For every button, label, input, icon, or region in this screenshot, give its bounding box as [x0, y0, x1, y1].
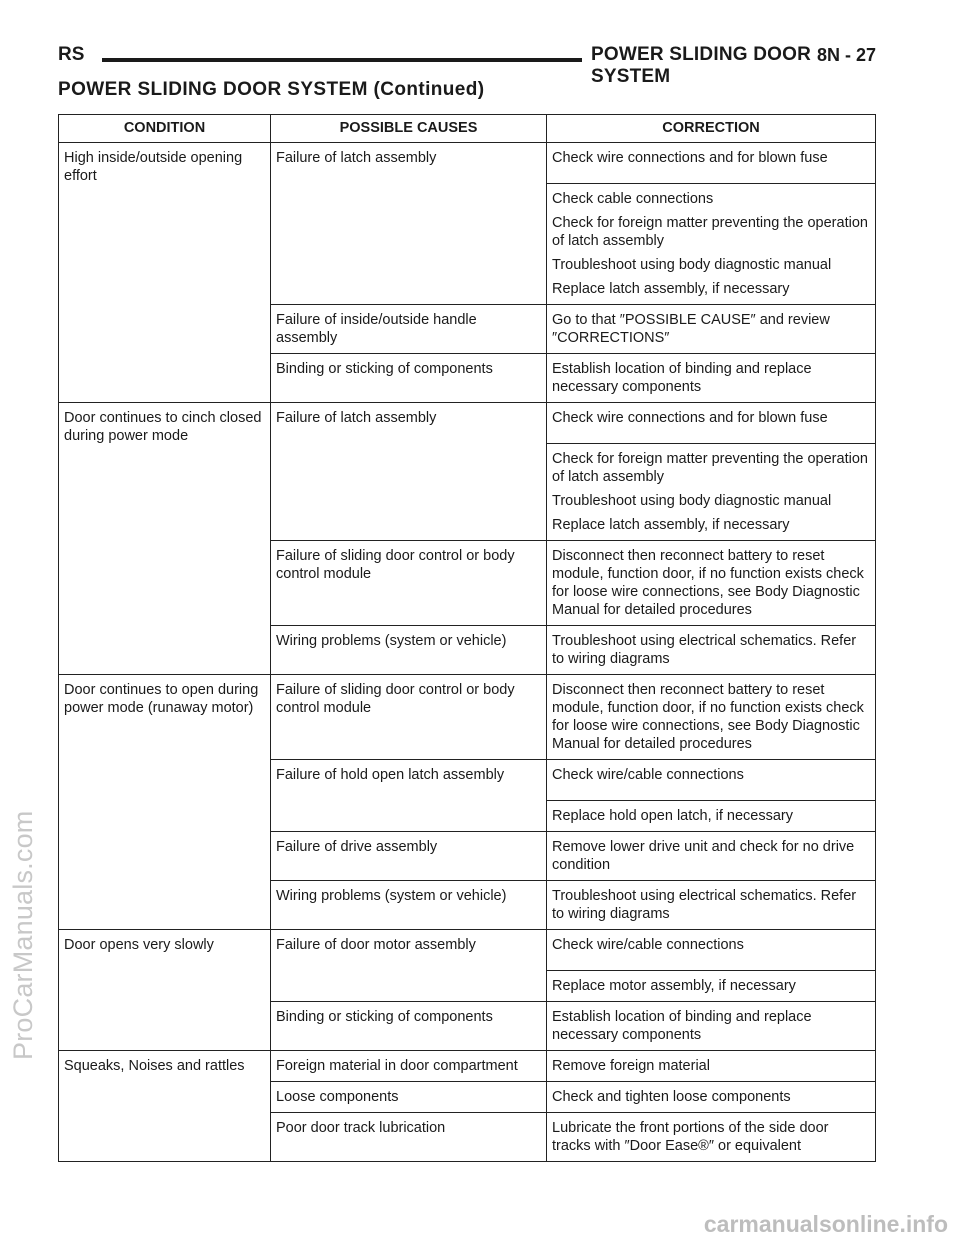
correction-cell	[547, 881, 876, 930]
correction-cell	[547, 1082, 876, 1113]
page-subtitle: POWER SLIDING DOOR SYSTEM (Continued)	[58, 79, 485, 100]
correction-item: Check wire connections and for blown fuse	[552, 150, 828, 166]
correction-cell	[547, 403, 876, 541]
correction-item: Establish location of binding and replace necessary components	[552, 1009, 812, 1043]
correction-cell	[547, 626, 876, 675]
correction-item: Check for foreign matter preventing the operation of latch assembly	[552, 215, 868, 249]
table-row	[59, 930, 876, 1002]
cause-cell: Wiring problems (system or vehicle)	[271, 881, 547, 930]
correction-item: Remove foreign material	[552, 1058, 710, 1074]
cause-cell: Failure of inside/outside handle assembly	[271, 305, 547, 354]
correction-item: Replace motor assembly, if necessary	[547, 970, 875, 1001]
cause-cell: Foreign material in door compartment	[271, 1051, 547, 1082]
correction-item: Lubricate the front portions of the side door tracks with ″Door Ease®″ or equivalent	[552, 1120, 829, 1154]
troubleshooting-table	[58, 114, 876, 1162]
cause-cell: Loose components	[271, 1082, 547, 1113]
correction-item: Check for foreign matter preventing the operation of latch assembly	[547, 443, 875, 486]
table-row	[59, 1051, 876, 1082]
correction-cell	[547, 675, 876, 760]
condition-cell: High inside/outside opening effort	[59, 143, 271, 403]
correction-cell	[547, 1002, 876, 1051]
correction-item: Check wire/cable connections	[552, 937, 744, 953]
correction-item: Check wire/cable connections	[552, 767, 744, 783]
correction-item: Replace latch assembly, if necessary	[552, 281, 790, 297]
correction-item: Troubleshoot using electrical schematics. Refer to wiring diagrams	[552, 888, 857, 922]
correction-item: Check wire connections and for blown fuse	[552, 410, 828, 426]
correction-item: Check and tighten loose components	[552, 1089, 791, 1105]
correction-item: Check cable connections	[547, 183, 875, 208]
condition-cell: Door continues to open during power mode (runaway motor)	[59, 675, 271, 930]
condition-cell: Door continues to cinch closed during power mode	[59, 403, 271, 675]
correction-item: Troubleshoot using body diagnostic manual	[552, 493, 832, 509]
table-row	[59, 403, 876, 541]
correction-item: Disconnect then reconnect battery to reset module, function door, if no function exists check for loose wire connections, see Body Diagnostic Manual for detailed procedures	[552, 682, 864, 752]
correction-cell	[547, 832, 876, 881]
correction-cell	[547, 1051, 876, 1082]
correction-item: Troubleshoot using electrical schematics. Refer to wiring diagrams	[552, 633, 857, 667]
correction-cell	[547, 305, 876, 354]
page-header	[58, 44, 876, 87]
correction-item: Replace hold open latch, if necessary	[547, 800, 875, 831]
page-number: 8N - 27	[816, 45, 876, 65]
correction-item: Go to that ″POSSIBLE CAUSE″ and review ″CORRECTIONS″	[552, 312, 830, 346]
header-possible-causes: POSSIBLE CAUSES	[271, 115, 547, 143]
model-code: RS	[58, 44, 85, 65]
correction-cell	[547, 354, 876, 403]
cause-cell: Failure of hold open latch assembly	[271, 760, 547, 832]
table-row	[59, 675, 876, 760]
correction-item: Replace latch assembly, if necessary	[552, 517, 790, 533]
header-rule	[102, 58, 582, 62]
watermark-vertical: ProCarManuals.com	[8, 810, 38, 1060]
correction-cell	[547, 760, 876, 832]
table-body	[59, 143, 876, 1162]
condition-cell: Door opens very slowly	[59, 930, 271, 1051]
table-header-row	[59, 115, 876, 143]
correction-item: Remove lower drive unit and check for no drive condition	[552, 839, 855, 873]
condition-cell: Squeaks, Noises and rattles	[59, 1051, 271, 1162]
cause-cell: Wiring problems (system or vehicle)	[271, 626, 547, 675]
cause-cell: Binding or sticking of components	[271, 354, 547, 403]
correction-cell	[547, 930, 876, 1002]
correction-cell	[547, 1113, 876, 1162]
cause-cell: Failure of drive assembly	[271, 832, 547, 881]
cause-cell: Failure of door motor assembly	[271, 930, 547, 1002]
cause-cell: Failure of latch assembly	[271, 403, 547, 541]
correction-cell	[547, 541, 876, 626]
correction-item: Disconnect then reconnect battery to reset module, function door, if no function exists check for loose wire connections, see Body Diagnostic Manual for detailed procedures	[552, 548, 864, 618]
cause-cell: Failure of sliding door control or body control module	[271, 541, 547, 626]
section-title: POWER SLIDING DOOR SYSTEM	[591, 44, 811, 87]
correction-cell	[547, 143, 876, 305]
cause-cell: Binding or sticking of components	[271, 1002, 547, 1051]
correction-item: Establish location of binding and replace necessary components	[552, 361, 812, 395]
header-correction: CORRECTION	[547, 115, 876, 143]
cause-cell: Poor door track lubrication	[271, 1113, 547, 1162]
cause-cell: Failure of sliding door control or body control module	[271, 675, 547, 760]
footer-watermark: carmanualsonline.info	[703, 1211, 948, 1237]
correction-item: Troubleshoot using body diagnostic manual	[552, 257, 832, 273]
cause-cell: Failure of latch assembly	[271, 143, 547, 305]
table-row	[59, 143, 876, 305]
header-condition: CONDITION	[59, 115, 271, 143]
